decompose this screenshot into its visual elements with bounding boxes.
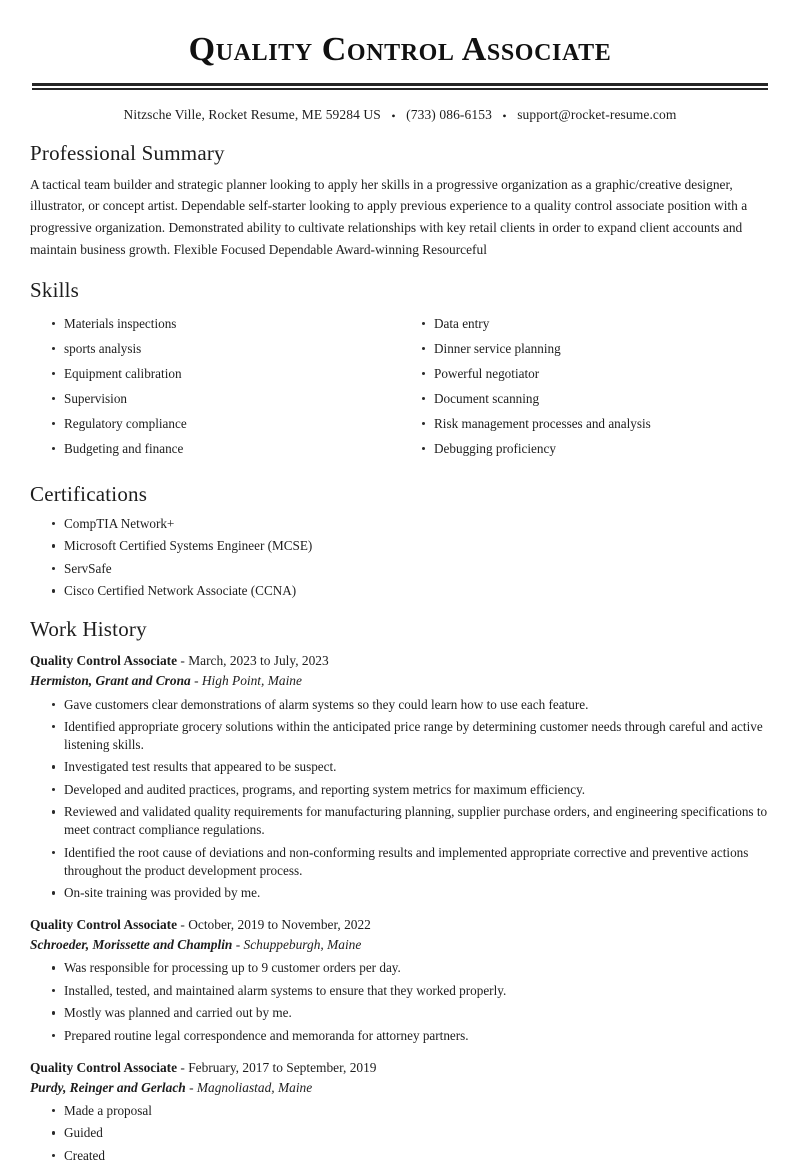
list-item: Regulatory compliance (52, 415, 400, 433)
skills-column-left (30, 311, 400, 465)
contact-info (30, 107, 770, 123)
job-company: Hermiston, Grant and Crona (30, 673, 191, 689)
summary-text: A tactical team builder and strategic planner looking to apply her skills in a progressive organization as a graphic/creative designer, illustrator, or concept artist. Dependable self-starter looking to apply previous experience to a quality control associate position with a progressive organization. Demonstrated ability to cultivate relationships with key retail clients in order to expand client accounts and maintain business growth. Flexible Focused Dependable Award-winning Resourceful (30, 176, 748, 257)
list-item: Debugging proficiency (422, 440, 770, 458)
work-history-entry (30, 915, 770, 1045)
work-history-entry (30, 651, 770, 902)
job-company-line (30, 1078, 770, 1098)
list-item: Materials inspections (52, 315, 400, 333)
list-item: sports analysis (52, 340, 400, 358)
list-item: ServSafe (52, 560, 770, 578)
section-skills (30, 277, 770, 465)
list-item: Identified the root cause of deviations and non-conforming results and implemented appropriate corrective and preventive actions throughout the product development process. (52, 844, 770, 880)
job-location: High Point, Maine (201, 673, 302, 689)
job-location: Schuppeburgh, Maine (243, 937, 362, 953)
contact-separator-2: • (502, 108, 507, 123)
job-dates: October, 2019 to November, 2022 (188, 917, 371, 933)
list-item: Data entry (422, 315, 770, 333)
list-item: Risk management processes and analysis (422, 415, 770, 433)
list-item: Reviewed and validated quality requirements for manufacturing planning, supplier purchase orders, and engineering specifications to meet contract compliance regulations. (52, 803, 770, 839)
job-dates: March, 2023 to July, 2023 (188, 653, 329, 669)
section-work-history (30, 616, 770, 1165)
list-item: Mostly was planned and carried out by me. (52, 1004, 770, 1022)
job-position: Quality Control Associate (30, 1059, 178, 1075)
job-bullets-list (30, 696, 770, 903)
list-item: Guided (52, 1124, 770, 1142)
job-bullets-list (30, 959, 770, 1044)
job-bullets-list (30, 1102, 770, 1165)
list-item: Prepared routine legal correspondence and memoranda for attorney partners. (52, 1027, 770, 1045)
list-item: Budgeting and finance (52, 440, 400, 458)
list-item: Equipment calibration (52, 365, 400, 383)
work-history-entry (30, 1058, 770, 1165)
job-company: Schroeder, Morissette and Champlin (30, 937, 233, 953)
page-title: Quality Control Associate (188, 31, 612, 68)
job-company: Purdy, Reinger and Gerlach (30, 1079, 186, 1095)
list-item: Supervision (52, 390, 400, 408)
contact-address: Nitzsche Ville, Rocket Resume, ME 59284 US (123, 107, 381, 123)
job-company-line (30, 935, 770, 955)
list-item: Investigated test results that appeared to be suspect. (52, 758, 770, 776)
skills-columns (30, 311, 770, 465)
job-position: Quality Control Associate (30, 653, 178, 669)
job-company-line (30, 671, 770, 691)
job-separator: - (232, 937, 244, 953)
section-heading-certifications: Certifications (30, 481, 148, 506)
job-title-line (30, 651, 770, 671)
section-certifications (30, 481, 770, 601)
job-separator: - (185, 1079, 197, 1095)
header-divider (32, 83, 768, 90)
section-professional-summary (30, 140, 770, 261)
skills-list-right (400, 315, 770, 458)
list-item: Cisco Certified Network Associate (CCNA) (52, 582, 770, 600)
list-item: Created (52, 1147, 770, 1165)
job-separator: - (190, 673, 202, 689)
list-item: Gave customers clear demonstrations of alarm systems so they could learn how to use each feature. (52, 696, 770, 714)
list-item: Installed, tested, and maintained alarm systems to ensure that they worked properly. (52, 982, 770, 1000)
contact-phone: (733) 086-6153 (406, 107, 492, 123)
contact-email: support@rocket-resume.com (517, 107, 677, 123)
job-title-line (30, 915, 770, 935)
list-item: On-site training was provided by me. (52, 884, 770, 902)
list-item: CompTIA Network+ (52, 515, 770, 533)
job-separator: - (177, 917, 189, 933)
list-item: Was responsible for processing up to 9 customer orders per day. (52, 959, 770, 977)
job-separator: - (177, 653, 189, 669)
job-separator: - (177, 1059, 189, 1075)
list-item: Developed and audited practices, programs, and reporting system metrics for maximum efficiency. (52, 781, 770, 799)
job-position: Quality Control Associate (30, 917, 178, 933)
list-item: Identified appropriate grocery solutions within the anticipated price range by determining customer needs through careful and active listening skills. (52, 718, 770, 754)
list-item: Microsoft Certified Systems Engineer (MCSE) (52, 537, 770, 555)
list-item: Document scanning (422, 390, 770, 408)
skills-column-right (400, 311, 770, 465)
job-location: Magnoliastad, Maine (196, 1079, 313, 1095)
skills-list-left (30, 315, 400, 458)
list-item: Powerful negotiator (422, 365, 770, 383)
certifications-list (30, 515, 770, 600)
section-heading-summary: Professional Summary (30, 140, 225, 165)
list-item: Made a proposal (52, 1102, 770, 1120)
contact-separator-1: • (391, 108, 396, 123)
job-dates: February, 2017 to September, 2019 (188, 1059, 377, 1075)
list-item: Dinner service planning (422, 340, 770, 358)
job-title-line (30, 1058, 770, 1078)
section-heading-work-history: Work History (30, 617, 147, 642)
section-heading-skills: Skills (30, 277, 80, 302)
